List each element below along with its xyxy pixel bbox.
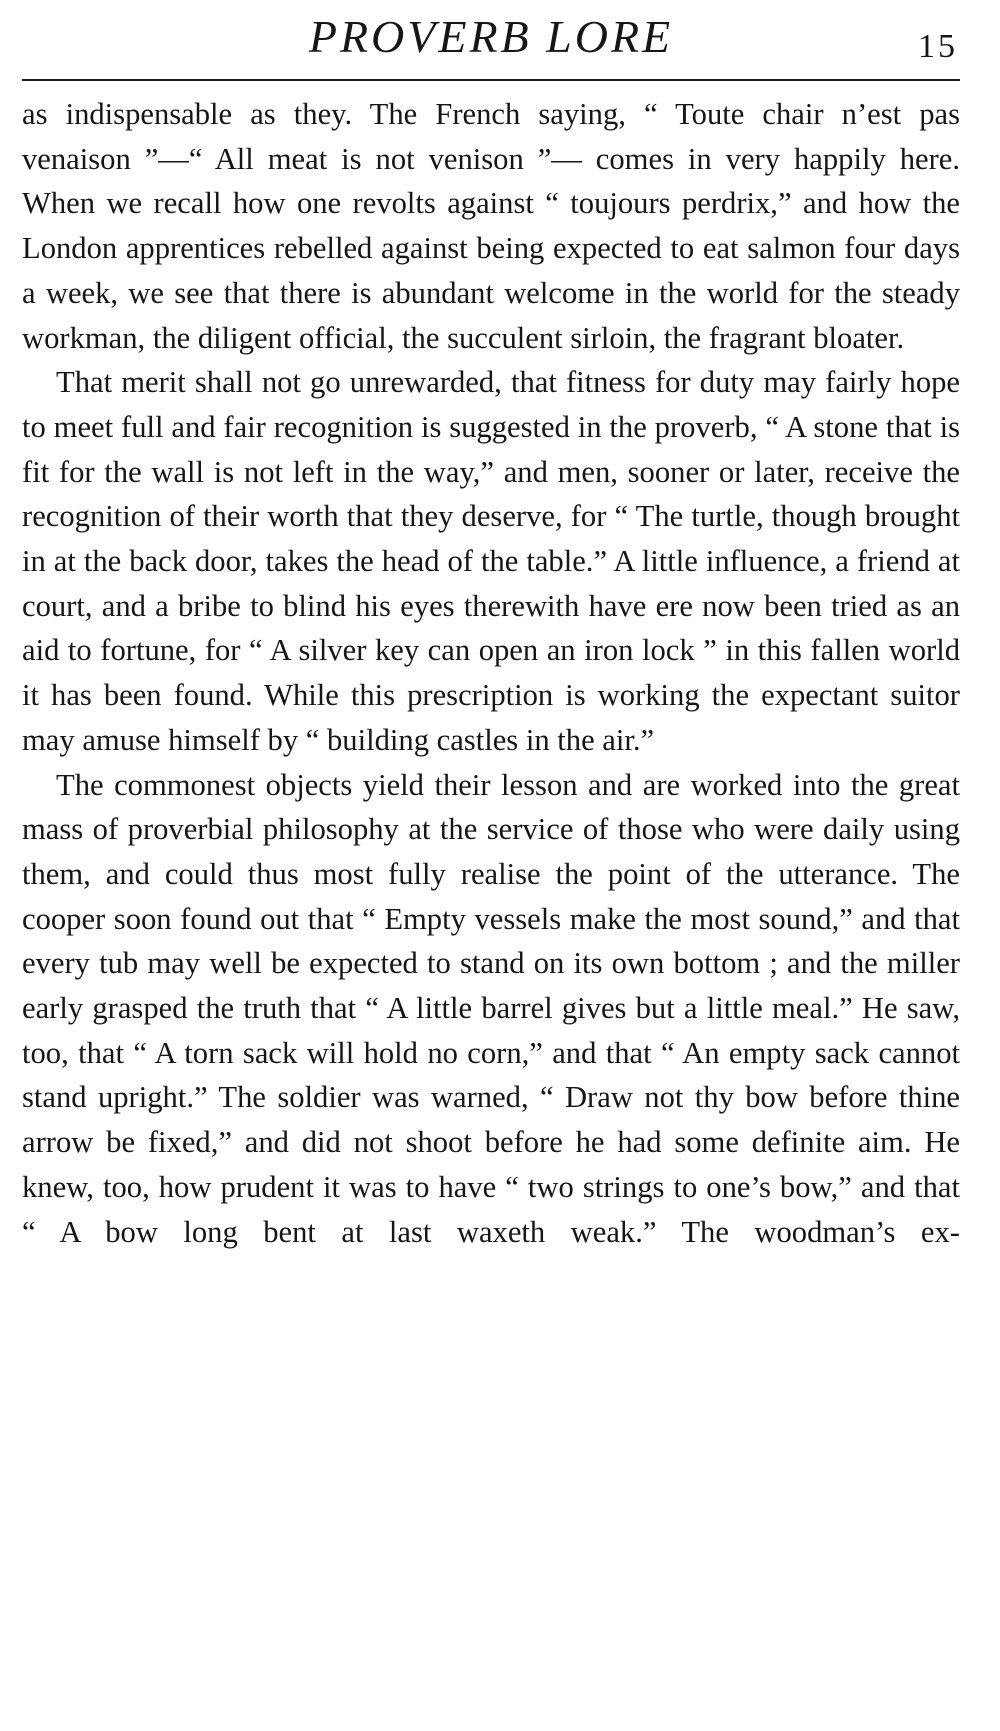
paragraph-3: The commonest objects yield their lesson and are worked into the great mass of proverbial philosophy at the service of those who were daily using them, and could thus most fully realise the point of the utterance. The cooper soon found out that “ Empty vessels make the most sound,” and that every tub may well be expected to stand on its own bottom ; and the miller early grasped the truth that “ A little barrel gives but a little meal.” He saw, too, that “ A torn sack will hold no corn,” and that “ An empty sack cannot stand upright.” The soldier was warned, “ Draw not thy bow before thine arrow be fixed,” and did not shoot before he had some definite aim. He knew, too, how prudent it was to have “ two strings to one’s bow,” and that “ A bow long bent at last waxeth weak.” The woodman’s ex-: [22, 767, 960, 1249]
page-number: 15: [918, 28, 958, 65]
paragraph-1: as indispensable as they. The French saying, “ Toute chair n’est pas venaison ”—“ All meat is not venison ”— comes in very happily here. When we recall how one revolts against “ toujours perdrix,” and how the London apprentices rebelled against being expected to eat salmon four days a week, we see that there is abundant welcome in the world for the steady workman, the diligent official, the succulent sirloin, the fragrant bloater.: [22, 97, 960, 355]
paragraph-2: That merit shall not go unrewarded, that fitness for duty may fairly hope to meet full and fair recognition is suggested in the proverb, “ A stone that is fit for the wall is not left in the way,” and men, sooner or later, receive the recognition of their worth that they deserve, for “ The turtle, though brought in at the back door, takes the head of the table.” A little influence, a friend at court, and a bribe to blind his eyes therewith have ere now been tried as an aid to fortune, for “ A silver key can open an iron lock ” in this fallen world it has been found. While this prescription is working the expectant suitor may amuse himself by “ building castles in the air.”: [22, 365, 960, 757]
page-header: [22, 8, 960, 76]
header-rule: [22, 79, 960, 81]
body-text: [22, 92, 960, 1254]
running-title: PROVERB LORE: [308, 11, 674, 62]
